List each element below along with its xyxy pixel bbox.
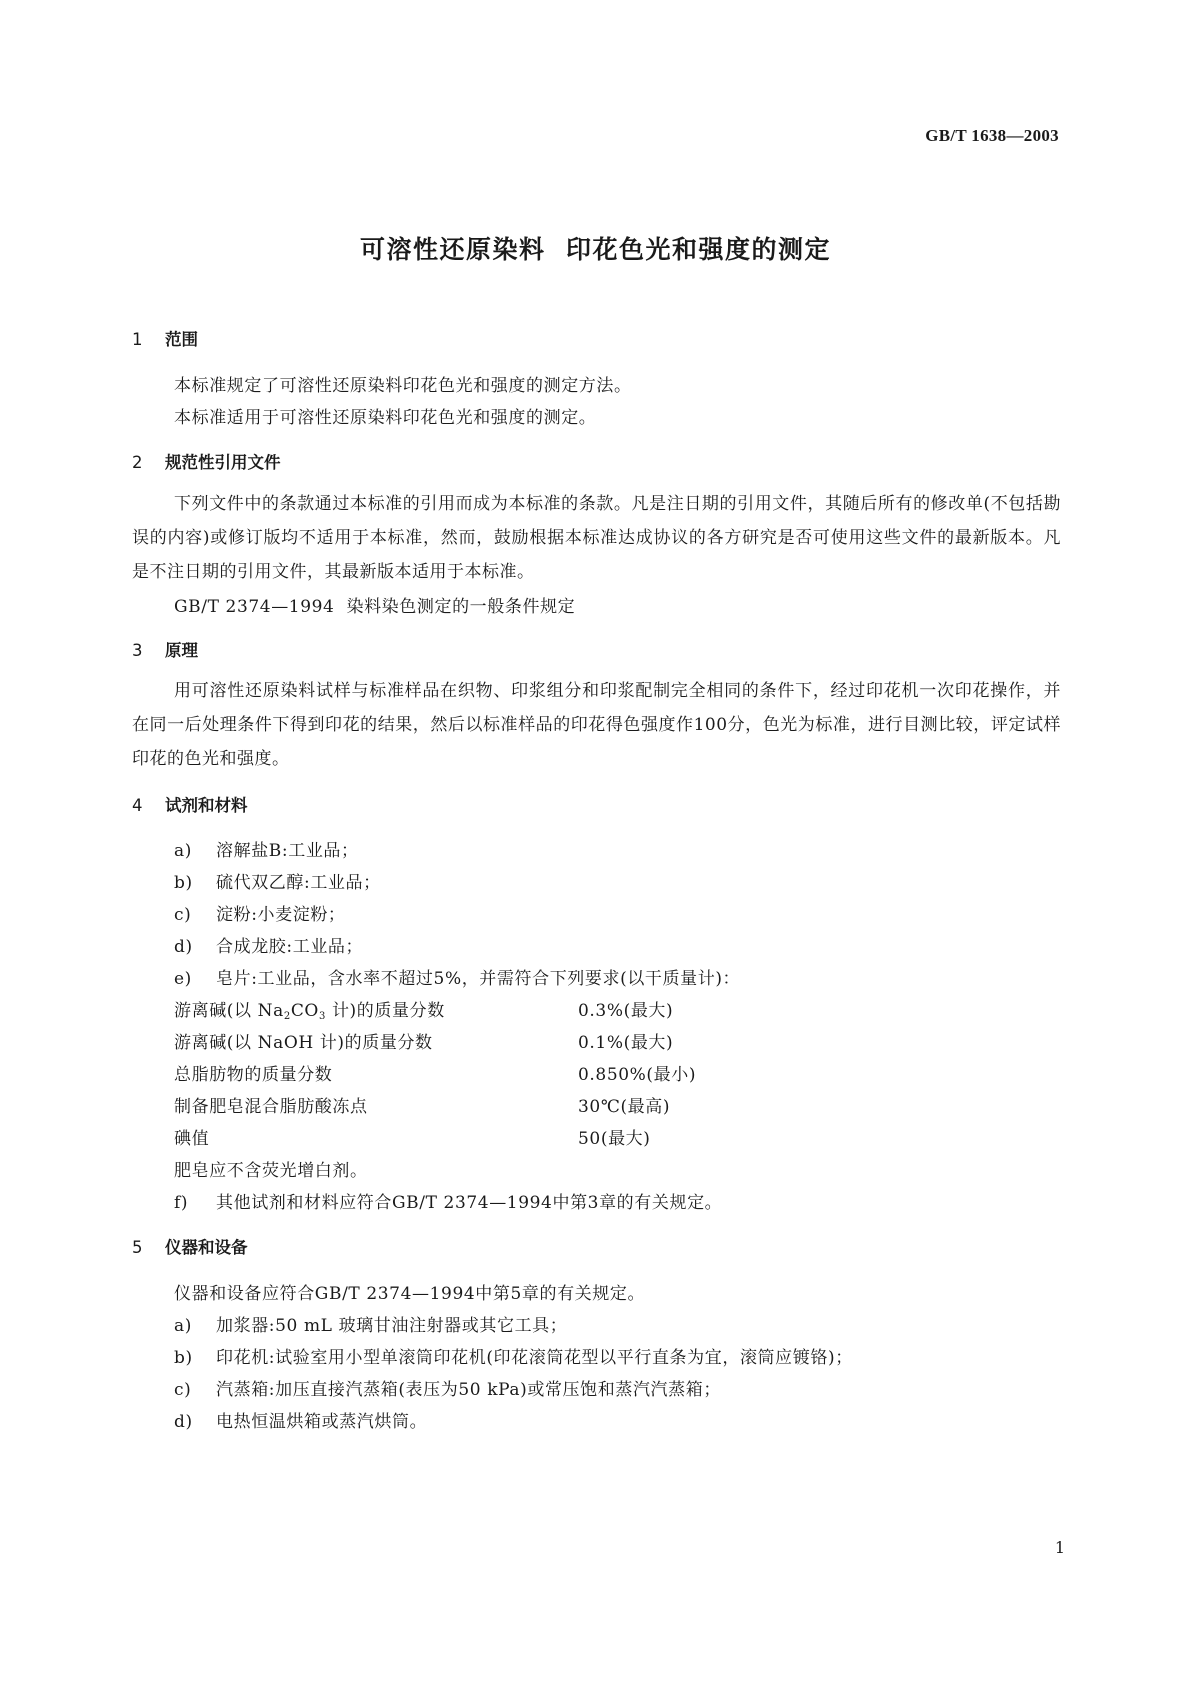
section-title: 仪器和设备 (165, 1238, 248, 1257)
list-item-text: 加浆器:50 mL 玻璃甘油注射器或其它工具； (216, 1316, 568, 1336)
list-item (174, 932, 363, 957)
property-name: 总脂肪物的质量分数 (174, 1065, 333, 1085)
property-value: 0.850%(最小) (578, 1065, 697, 1085)
section-title: 原理 (165, 641, 198, 660)
normative-reference: GB/T 2374—1994 染料染色测定的一般条件规定 (174, 597, 576, 617)
list-item (174, 1375, 721, 1400)
section-3-heading (132, 637, 198, 661)
section-2-paragraph: 下列文件中的条款通过本标准的引用而成为本标准的条款。凡是注日期的引用文件，其随后所有的修改单(不包括勘误的内容)或修订版均不适用于本标准，然而，鼓励根据本标准达成协议的各方研究是否可使用这些文件的最新版本。凡是不注日期的引用文件，其最新版本适用于本标准。 (132, 494, 1061, 582)
property-name: 游离碱(以 NaOH 计)的质量分数 (174, 1033, 433, 1053)
list-item-text: 合成龙胶:工业品； (216, 937, 364, 957)
section-4-heading (132, 792, 248, 816)
section-2-heading (132, 449, 281, 473)
soap-note: 肥皂应不含荧光增白剂。 (174, 1161, 368, 1181)
list-item (174, 1343, 853, 1368)
section-title: 规范性引用文件 (165, 453, 281, 472)
list-item-text: 印花机:试验室用小型单滚筒印花机(印花滚筒花型以平行直条为宜，滚筒应镀铬)； (216, 1348, 853, 1368)
list-item-text: 其他试剂和材料应符合GB/T 2374—1994中第3章的有关规定。 (216, 1193, 723, 1213)
list-item-text: 汽蒸箱:加压直接汽蒸箱(表压为50 kPa)或常压饱和蒸汽汽蒸箱； (216, 1380, 721, 1400)
section-title: 范围 (165, 330, 198, 349)
list-item (174, 1407, 427, 1432)
list-item (174, 868, 381, 893)
section-number: 1 (132, 330, 143, 349)
list-item-text: 电热恒温烘箱或蒸汽烘筒。 (216, 1412, 428, 1432)
section-5-heading (132, 1234, 248, 1258)
list-item-label: b) (174, 873, 193, 893)
section-5-intro: 仪器和设备应符合GB/T 2374—1994中第5章的有关规定。 (174, 1284, 646, 1304)
list-item-text: 硫代双乙醇:工业品； (216, 873, 381, 893)
property-name: 制备肥皂混合脂肪酸冻点 (174, 1097, 368, 1117)
list-item-label: e) (174, 969, 192, 989)
section-1-line: 本标准规定了可溶性还原染料印花色光和强度的测定方法。 (174, 376, 632, 396)
list-item-label: d) (174, 1412, 193, 1432)
section-title: 试剂和材料 (165, 796, 248, 815)
standard-code: GB/T 1638—2003 (925, 126, 1059, 145)
list-item (174, 836, 359, 861)
property-value: 50(最大) (578, 1129, 651, 1149)
list-item-label: f) (174, 1193, 189, 1213)
list-item-text: 皂片:工业品，含水率不超过5%，并需符合下列要求(以干质量计)： (216, 969, 741, 989)
section-1-line: 本标准适用于可溶性还原染料印花色光和强度的测定。 (174, 408, 597, 428)
section-number: 4 (132, 796, 143, 815)
property-name: 碘值 (174, 1129, 210, 1149)
list-item-label: d) (174, 937, 193, 957)
section-number: 5 (132, 1238, 143, 1257)
list-item-label: c) (174, 905, 192, 925)
section-number: 2 (132, 453, 143, 472)
list-item-label: a) (174, 1316, 192, 1336)
section-number: 3 (132, 641, 143, 660)
page-number: 1 (1054, 1538, 1065, 1557)
page-title: 可溶性还原染料 印花色光和强度的测定 (360, 235, 831, 264)
list-item (174, 1188, 722, 1213)
list-item-text: 淀粉:小麦淀粉； (216, 905, 346, 925)
list-item-label: b) (174, 1348, 193, 1368)
property-value: 0.3%(最大) (578, 1001, 674, 1021)
section-1-heading (132, 326, 198, 350)
list-item-label: a) (174, 841, 192, 861)
property-value: 0.1%(最大) (578, 1033, 674, 1053)
list-item (174, 1311, 567, 1336)
list-item (174, 964, 740, 989)
list-item-label: c) (174, 1380, 192, 1400)
property-name: 游离碱(以 $Na_2CO_3$ 计)的质量分数 (174, 1001, 445, 1022)
list-item (174, 900, 346, 925)
section-3-paragraph: 用可溶性还原染料试样与标准样品在织物、印浆组分和印浆配制完全相同的条件下，经过印花机一次印花操作，并在同一后处理条件下得到印花的结果，然后以标准样品的印花得色强度作100分，色光为标准，进行目测比较，评定试样印花的色光和强度。 (132, 681, 1061, 769)
list-item-text: 溶解盐B:工业品； (216, 841, 359, 861)
property-value: 30℃(最高) (578, 1097, 671, 1117)
